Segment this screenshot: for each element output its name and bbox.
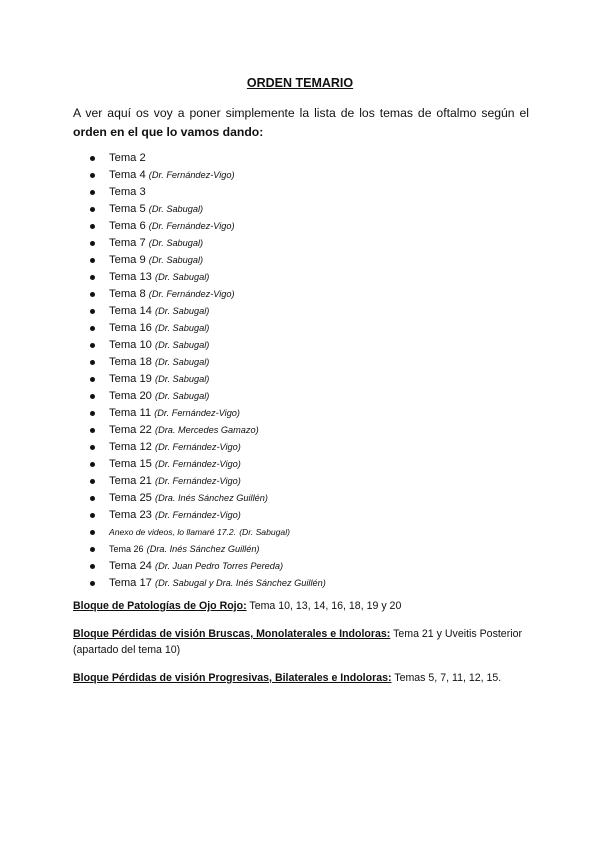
topic-doctor: (Dr. Sabugal) [155,306,210,316]
block-progressive-vision-loss [73,670,533,686]
topic-name: Tema 14 [109,305,152,317]
topic-doctor: (Dr. Sabugal) [148,238,204,248]
topic-name: Tema 26 [109,544,144,554]
list-item [90,303,326,320]
list-item [90,388,326,405]
topic-name: Tema 22 [109,424,152,436]
topic-doctor: (Dr. Juan Pedro Torres Pereda) [155,561,284,571]
block-sudden-vision-loss [73,626,533,658]
topic-list [90,150,326,592]
list-item [90,473,326,490]
list-item [90,524,326,541]
topic-name: Tema 2 [109,152,146,164]
topic-name: Tema 24 [109,560,152,572]
topic-name: Tema 9 [109,254,146,266]
topic-doctor: (Dr. Fernández-Vigo) [155,459,241,469]
topic-doctor: (Dr. Fernández-Vigo) [155,476,241,486]
topic-doctor: (Dr. Sabugal) [155,323,210,333]
topic-doctor: (Dra. Inés Sánchez Guillén) [146,544,260,554]
topic-name: Tema 19 [109,373,152,385]
topic-name: Tema 17 [109,577,152,589]
list-item [90,541,326,558]
topic-doctor: (Dr. Sabugal) [155,340,210,350]
block-title: Bloque de Patologías de Ojo Rojo: [73,600,247,612]
list-item [90,320,326,337]
block-text: Temas 5, 7, 11, 12, 15. [391,672,502,684]
topic-name: Tema 5 [109,203,146,215]
list-item [90,286,326,303]
list-item [90,218,326,235]
topic-name: Tema 21 [109,475,152,487]
topic-doctor: (Dr. Sabugal) [155,374,210,384]
topic-name: Tema 16 [109,322,152,334]
topic-name: Anexo de videos, lo llamaré 17.2. [109,527,237,537]
topic-name: Tema 25 [109,492,152,504]
topic-doctor: (Dr. Fernández-Vigo) [148,289,235,299]
list-item [90,184,326,201]
topic-doctor: (Dr. Fernández-Vigo) [155,510,241,520]
list-item [90,507,326,524]
topic-name: Tema 11 [109,407,152,419]
intro-line-2: orden en el que lo vamos dando: [73,125,264,139]
list-item [90,235,326,252]
block-title: Bloque Pérdidas de visión Progresivas, Bilaterales e Indoloras: [73,672,392,684]
list-item [90,371,326,388]
topic-doctor: (Dr. Fernández-Vigo) [148,221,235,231]
topic-doctor: (Dr. Sabugal) [239,527,290,537]
topic-name: Tema 10 [109,339,152,351]
list-item [90,575,326,592]
list-item [90,252,326,269]
topic-doctor: (Dr. Sabugal) [155,272,210,282]
topic-name: Tema 18 [109,356,152,368]
block-text: Tema 21 y Uveitis Posterior (apartado del tema 10) [73,628,522,656]
list-item [90,422,326,439]
topic-name: Tema 6 [109,220,146,232]
block-text: Tema 10, 13, 14, 16, 18, 19 y 20 [246,600,402,612]
list-item [90,167,326,184]
page-title: ORDEN TEMARIO [246,76,354,90]
list-item [90,337,326,354]
topic-name: Tema 7 [109,237,146,249]
topic-name: Tema 13 [109,271,152,283]
list-item [90,150,326,167]
topic-doctor: (Dra. Mercedes Gamazo) [155,425,259,435]
topic-name: Tema 3 [109,186,146,198]
topic-doctor: (Dra. Inés Sánchez Guillén) [155,493,268,503]
topic-doctor: (Dr. Fernández-Vigo) [148,170,235,180]
topic-doctor: (Dr. Fernández-Vigo) [154,408,240,418]
list-item [90,558,326,575]
topic-doctor: (Dr. Sabugal) [155,391,210,401]
list-item [90,354,326,371]
list-item [90,201,326,218]
topic-doctor: (Dr. Sabugal y Dra. Inés Sánchez Guillén) [155,578,326,588]
topic-doctor: (Dr. Sabugal) [148,255,204,265]
topic-doctor: (Dr. Fernández-Vigo) [155,442,241,452]
intro-line-1: A ver aquí os voy a poner simplemente la lista de los temas de oftalmo según el [73,106,529,120]
topic-name: Tema 12 [109,441,152,453]
list-item [90,269,326,286]
topic-doctor: (Dr. Sabugal) [148,204,204,214]
topic-name: Tema 4 [109,169,146,181]
topic-name: Tema 15 [109,458,152,470]
block-title: Bloque Pérdidas de visión Bruscas, Monolaterales e Indoloras: [73,628,391,640]
block-red-eye [73,598,533,614]
topic-name: Tema 20 [109,390,152,402]
list-item [90,456,326,473]
list-item [90,405,326,422]
list-item [90,490,326,507]
topic-name: Tema 8 [109,288,146,300]
list-item [90,439,326,456]
topic-doctor: (Dr. Sabugal) [155,357,210,367]
intro-paragraph [73,104,529,142]
topic-name: Tema 23 [109,509,152,521]
